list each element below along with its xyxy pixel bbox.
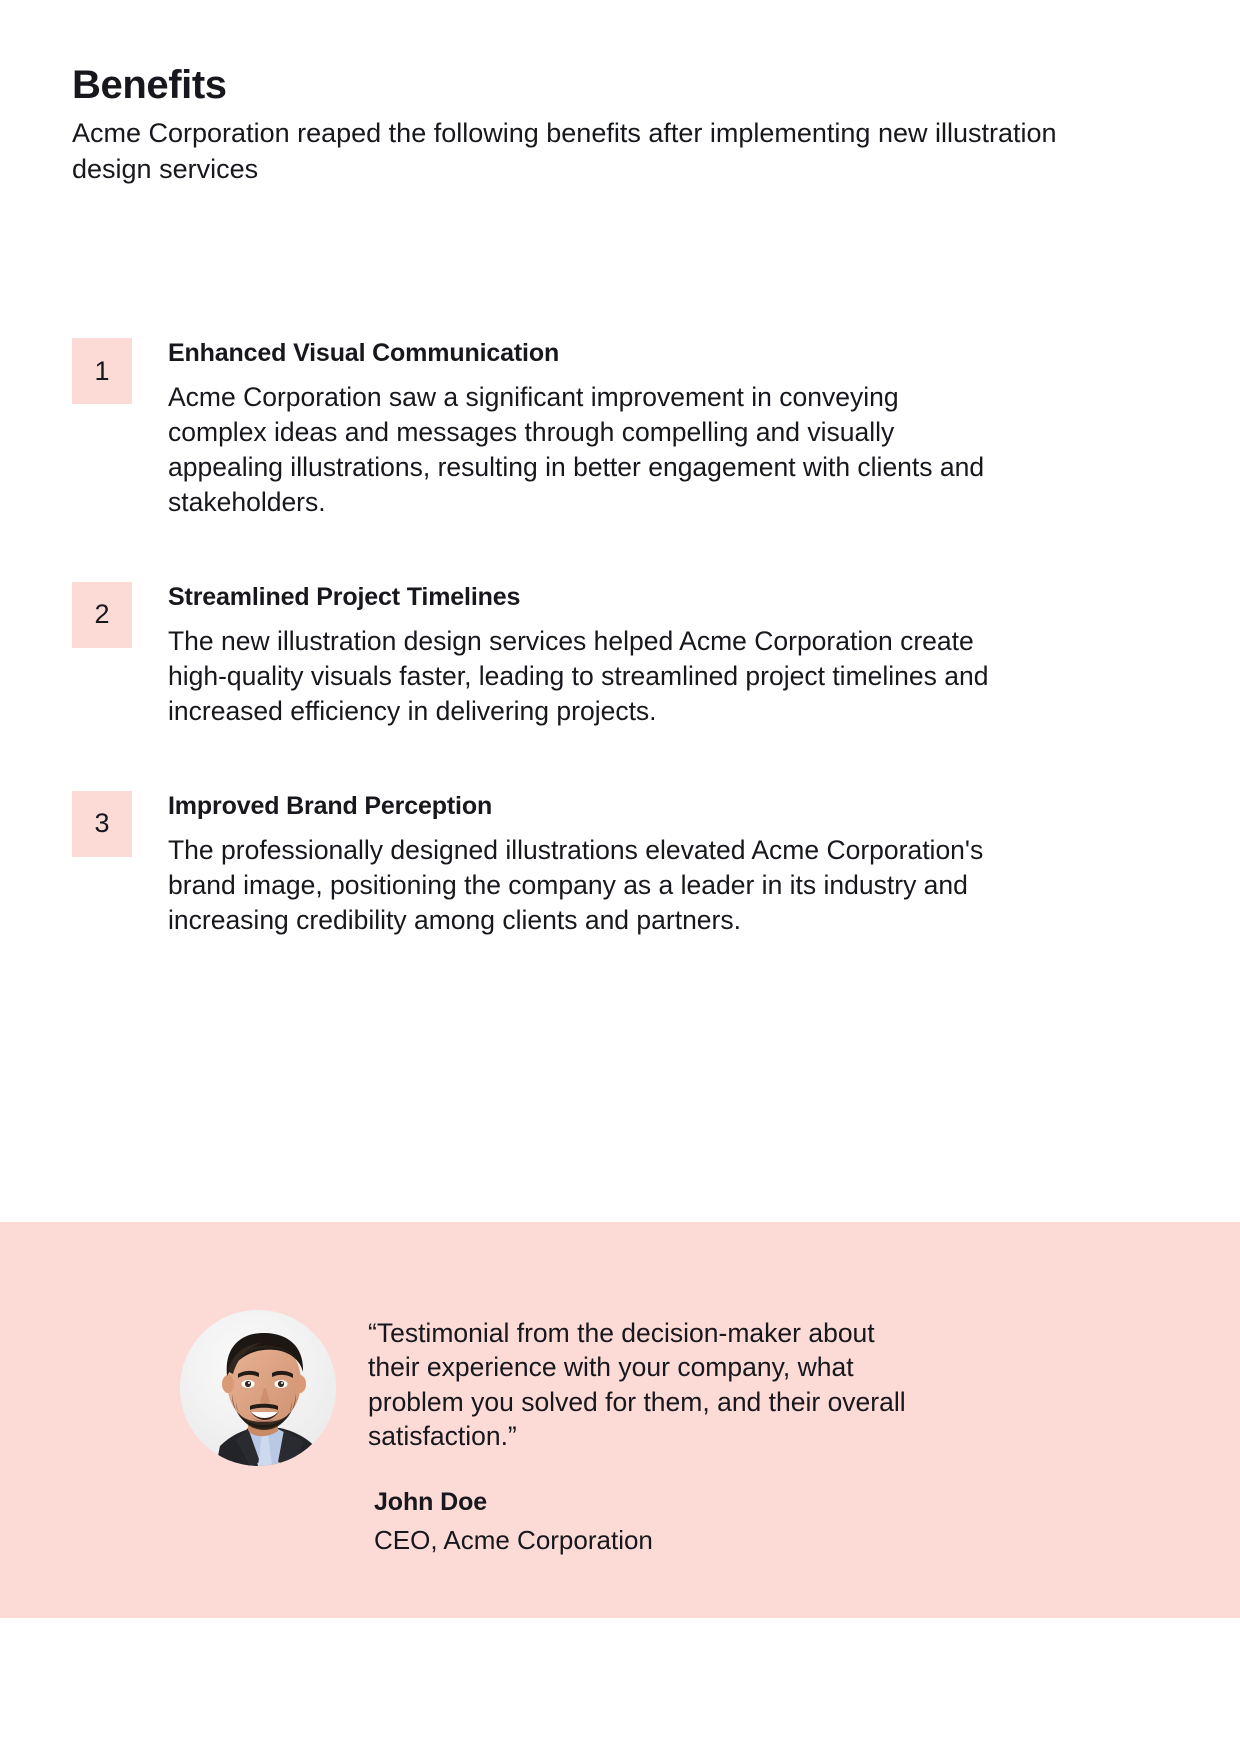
benefit-item-3 (72, 789, 1152, 938)
testimonial-inner (180, 1310, 968, 1556)
testimonial-author-role: CEO, Acme Corporation (374, 1524, 653, 1555)
benefit-number-badge-3: 3 (72, 791, 132, 857)
benefit-body-2 (168, 580, 1152, 729)
benefit-text-2: The new illustration design services helped Acme Corporation create high-quality visuals faster, leading to streamlined project timelines and increased efficiency in delivering projects. (168, 625, 989, 726)
testimonial-section (0, 1222, 1240, 1618)
page-title: Benefits (72, 63, 227, 107)
benefit-heading-1: Enhanced Visual Communication (168, 339, 560, 367)
page-header (72, 62, 1152, 187)
benefit-body-1 (168, 336, 1152, 520)
benefit-text-1: Acme Corporation saw a significant improvement in conveying complex ideas and messages through compelling and visually appealing illustrations, resulting in better engagement with clients and stakeholders. (168, 382, 985, 517)
testimonial-quote: “Testimonial from the decision-maker about their experience with your company, what problem you solved for them, and their overall satisfaction.” (368, 1318, 906, 1452)
benefit-number-badge-2: 2 (72, 582, 132, 648)
benefit-heading-2: Streamlined Project Timelines (168, 582, 521, 611)
avatar-portrait-image (180, 1310, 336, 1466)
testimonial-author-name: John Doe (374, 1487, 488, 1516)
benefit-number-badge-1: 1 (72, 338, 132, 404)
benefit-item-2 (72, 580, 1152, 729)
testimonial-content (368, 1310, 968, 1556)
benefit-text-3: The professionally designed illustrations elevated Acme Corporation's brand image, positioning the company as a leader in its industry and increasing credibility among clients and partners. (168, 834, 984, 935)
benefits-list (72, 336, 1152, 938)
page-subtitle: Acme Corporation reaped the following benefits after implementing new illustration design services (72, 118, 1057, 184)
benefit-body-3 (168, 789, 1152, 938)
benefit-heading-3: Improved Brand Perception (168, 791, 493, 820)
benefit-item-1 (72, 336, 1152, 520)
avatar (180, 1310, 336, 1466)
